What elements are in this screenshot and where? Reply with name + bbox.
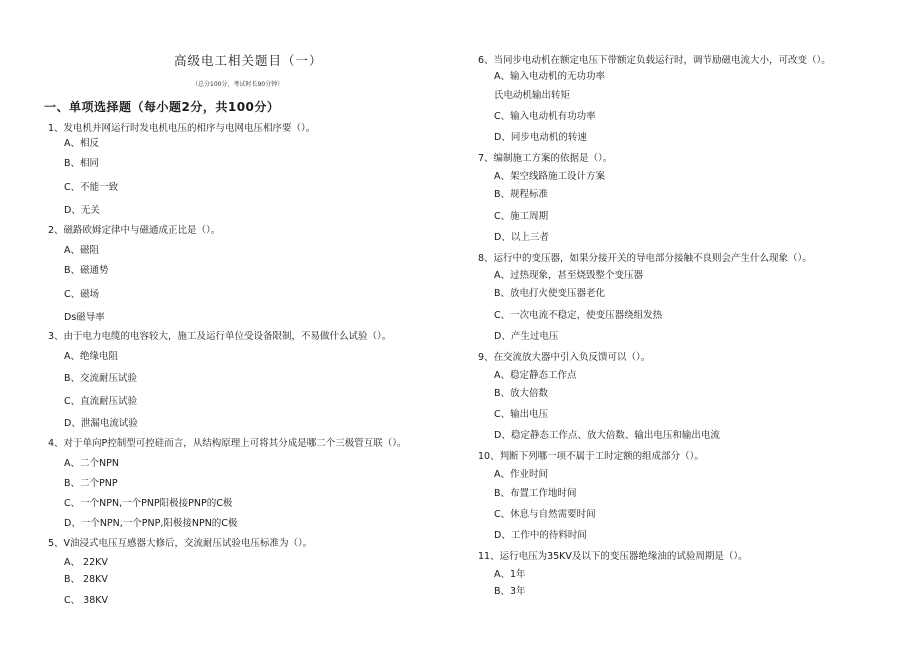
section-heading: 一、单项选择题（每小题2分，共100分）	[44, 100, 280, 114]
option-text: A、过热现象，甚至烧毁整个变压器	[494, 270, 643, 281]
option-text: B、规程标准	[494, 189, 549, 200]
option-text: C、 38KV	[64, 595, 108, 606]
question-text: 6、当同步电动机在额定电压下带额定负载运行时，调节励磁电流大小，可改变（）。	[478, 55, 831, 66]
option-text: D、无关	[64, 205, 100, 216]
question-text: 9、在交流放大器中引入负反馈可以（）。	[478, 352, 651, 363]
option-text: C、一个NPN,一个PNP阳极接PNP的C极	[64, 498, 233, 509]
option-text: C、施工周期	[494, 211, 549, 222]
option-text: A、 22KV	[64, 557, 108, 568]
option-text: D、同步电动机的转速	[494, 132, 587, 143]
page-title: 高级电工相关题目（一）	[174, 53, 323, 68]
question-text: 1、发电机并网运行时发电机电压的相序与电网电压相序要（）。	[48, 123, 316, 134]
option-text: A、稳定静态工作点	[494, 370, 577, 381]
option-text: D、产生过电压	[494, 331, 559, 342]
option-text: C、输入电动机有功功率	[494, 111, 596, 122]
option-text: A、作业时间	[494, 469, 548, 480]
option-text: 氏电动机输出转矩	[494, 90, 571, 101]
option-text: D、以上三者	[494, 232, 549, 243]
option-text: C、一次电流不稳定，使变压器绕组发热	[494, 310, 663, 321]
option-text: B、3年	[494, 586, 526, 597]
option-text: B、磁通势	[64, 265, 109, 276]
option-text: C、不能一致	[64, 182, 119, 193]
question-text: 11、运行电压为35KV及以下的变压器绝缘油的试验周期是（）。	[478, 551, 748, 562]
option-text: B、相同	[64, 158, 100, 169]
option-text: A、绝缘电阻	[64, 351, 118, 362]
question-text: 3、由于电力电缆的电容较大，施工及运行单位受设备限制，不易做什么试验（）。	[48, 331, 392, 342]
option-text: B、放电打火使变压器老化	[494, 288, 606, 299]
option-text: B、布置工作地时间	[494, 488, 577, 499]
option-text: A、输入电动机的无功功率	[494, 71, 605, 82]
option-text: C、直流耐压试验	[64, 396, 138, 407]
question-text: 4、对于单向P控制型可控硅而言，从结构原理上可将其分成是哪二个三极管互联（）。	[48, 438, 407, 449]
option-text: C、输出电压	[494, 409, 549, 420]
option-text: B、 28KV	[64, 574, 108, 585]
option-text: D、一个NPN,一个PNP,阳极接NPN的C极	[64, 518, 238, 529]
option-text: Ds磁导率	[64, 312, 105, 323]
question-text: 10、判断下列哪一项不属于工时定额的组成部分（）。	[478, 451, 704, 462]
option-text: C、磁场	[64, 289, 100, 300]
option-text: A、架空线路施工设计方案	[494, 171, 605, 182]
option-text: B、二个PNP	[64, 478, 118, 489]
option-text: B、放大倍数	[494, 388, 549, 399]
option-text: D、稳定静态工作点、放大倍数、输出电压和输出电流	[494, 430, 720, 441]
option-text: A、二个NPN	[64, 458, 119, 469]
option-text: A、磁阻	[64, 245, 99, 256]
question-text: 8、运行中的变压器，如果分接开关的导电部分接触不良则会产生什么现象（）。	[478, 253, 812, 264]
question-text: 2、磁路欧姆定律中与磁通成正比是（）。	[48, 225, 221, 236]
option-text: A、相反	[64, 138, 99, 149]
page-subtitle: （总分100分，考试时长90分钟）	[192, 81, 284, 88]
option-text: C、休息与自然需要时间	[494, 509, 596, 520]
question-text: 7、编制施工方案的依据是（）。	[478, 153, 613, 164]
option-text: D、泄漏电流试验	[64, 418, 138, 429]
option-text: B、交流耐压试验	[64, 373, 138, 384]
option-text: A、1年	[494, 569, 526, 580]
option-text: D、工作中的待料时间	[494, 530, 587, 541]
question-text: 5、V油浸式电压互感器大修后，交流耐压试验电压标准为（）。	[48, 538, 313, 549]
